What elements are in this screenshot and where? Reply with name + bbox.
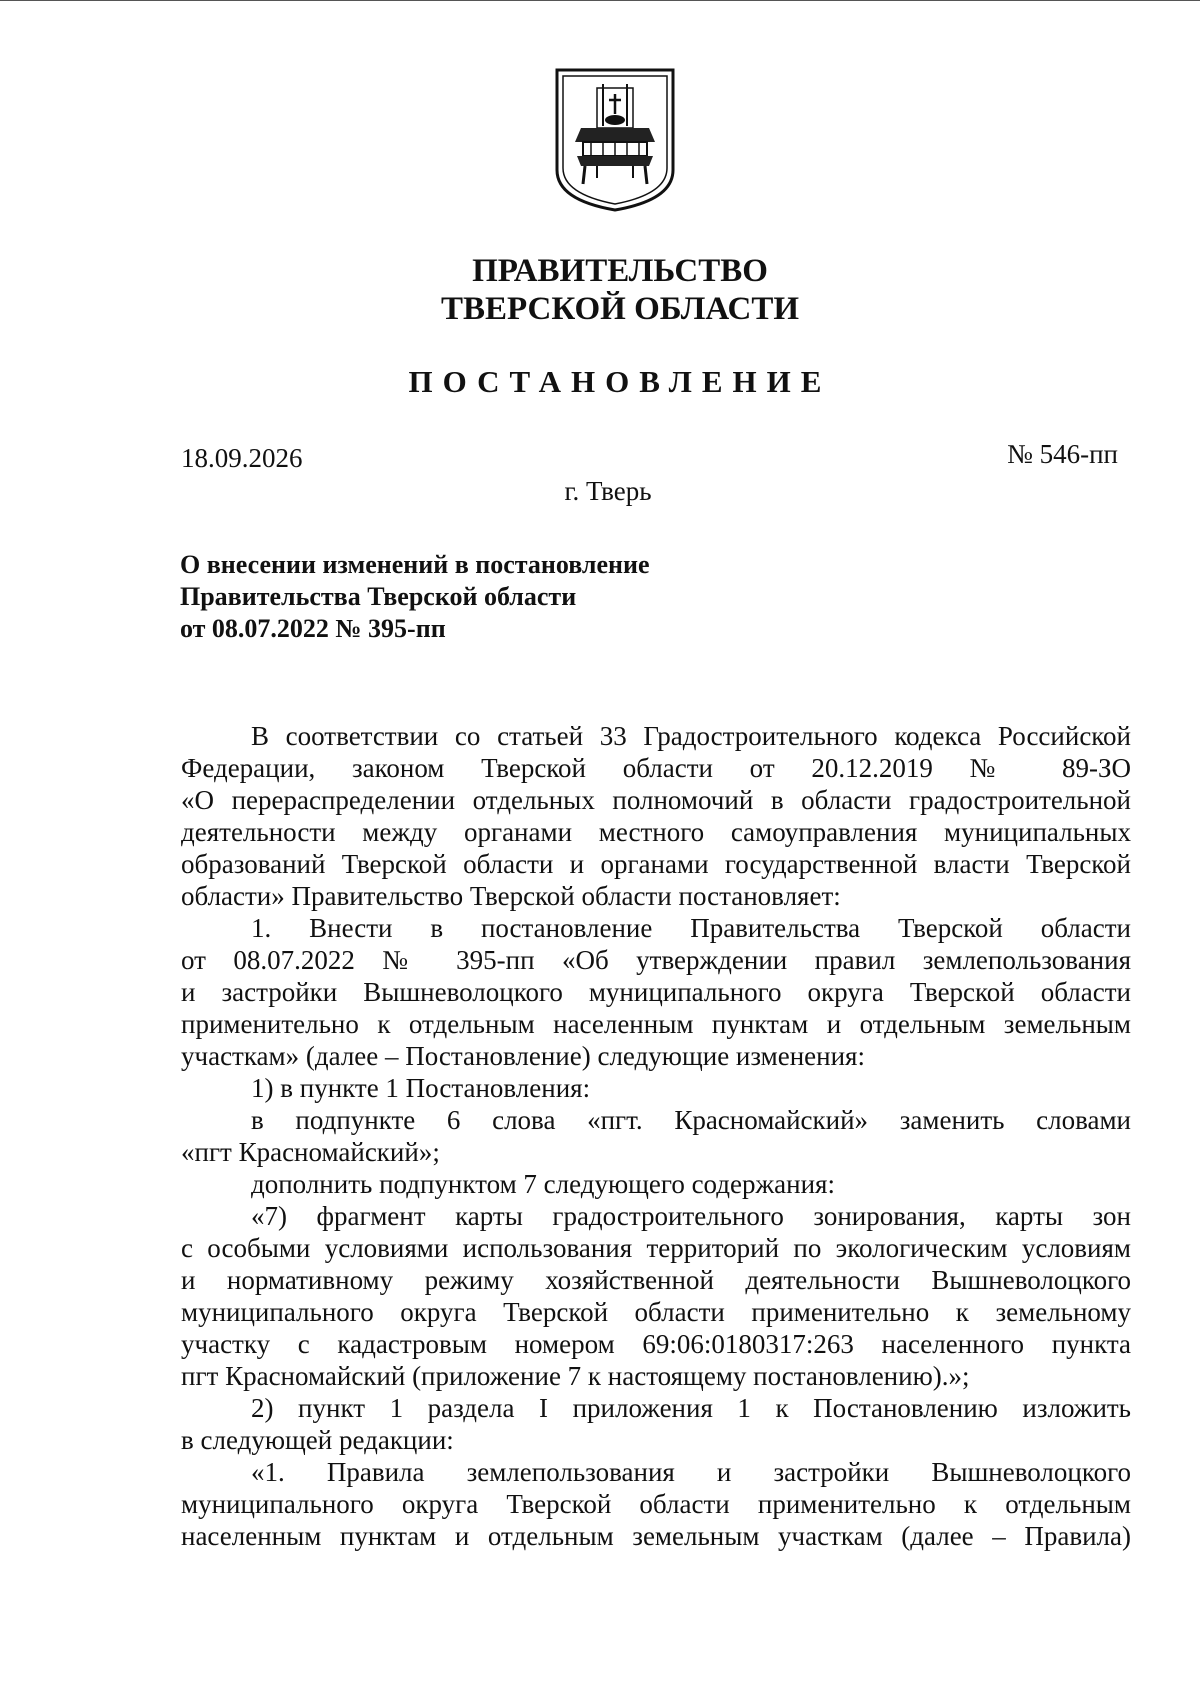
body-line: Федерации, законом Тверской области от 20.12.2019 № 89-ЗО — [181, 753, 1131, 783]
body-line: населенным пунктам и отдельным земельным участкам (далее – Правила) — [181, 1521, 1131, 1551]
body-line: и нормативному режиму хозяйственной деятельности Вышневолоцкого — [181, 1265, 1131, 1295]
body-line: пгт Красномайский (приложение 7 к настоящему постановлению).»; — [181, 1361, 970, 1391]
body-line: В соответствии со статьей 33 Градостроительного кодекса Российской — [251, 721, 1131, 751]
body-line: «О перераспределении отдельных полномочий в области градостроительной — [181, 785, 1131, 815]
document-type: ПОСТАНОВЛЕНИЕ — [408, 364, 832, 399]
body-line: деятельности между органами местного самоуправления муниципальных — [181, 817, 1131, 847]
document-body — [181, 720, 1131, 1552]
government-name — [0, 252, 1200, 328]
body-line: участкам» (далее – Постановление) следующие изменения: — [181, 1041, 865, 1071]
body-line: муниципального округа Тверской области применительно к отдельным — [181, 1489, 1131, 1519]
government-name-line1: ПРАВИТЕЛЬСТВО — [472, 253, 768, 289]
government-name-line2: ТВЕРСКОЙ ОБЛАСТИ — [440, 291, 800, 327]
body-line: участку с кадастровым номером 69:06:0180317:263 населенного пункта — [181, 1329, 1131, 1359]
body-line: применительно к отдельным населенным пунктам и отдельным земельным — [181, 1009, 1131, 1039]
body-line: в следующей редакции: — [181, 1425, 454, 1455]
body-line: муниципального округа Тверской области применительно к земельному — [181, 1297, 1131, 1327]
document-date: 18.09.2026 — [181, 443, 303, 473]
body-line: 1. Внести в постановление Правительства Тверской области — [251, 913, 1131, 943]
body-line: образований Тверской области и органами государственной власти Тверской — [181, 849, 1131, 879]
body-line: 2) пункт 1 раздела I приложения 1 к Постановлению изложить — [251, 1393, 1131, 1423]
document-title-line1: О внесении изменений в постановление — [180, 550, 650, 579]
coat-of-arms-emblem — [553, 66, 677, 212]
body-line: «7) фрагмент карты градостроительного зонирования, карты зон — [251, 1201, 1131, 1231]
body-line: от 08.07.2022 № 395-пп «Об утверждении правил землепользования — [181, 945, 1131, 975]
document-title-line3: от 08.07.2022 № 395-пп — [180, 614, 446, 643]
body-line: области» Правительство Тверской области постановляет: — [181, 881, 841, 911]
body-line: дополнить подпунктом 7 следующего содержания: — [251, 1169, 835, 1199]
page-top-edge — [0, 0, 1200, 1]
body-line: в подпункте 6 слова «пгт. Красномайский» заменить словами — [251, 1105, 1131, 1135]
body-line: «пгт Красномайский»; — [181, 1137, 440, 1167]
document-number: № 546-пп — [1007, 439, 1118, 469]
body-line: 1) в пункте 1 Постановления: — [251, 1073, 591, 1103]
document-title — [180, 549, 650, 645]
document-city: г. Тверь — [564, 476, 652, 506]
body-line: «1. Правила землепользования и застройки Вышневолоцкого — [251, 1457, 1131, 1487]
body-line: и застройки Вышневолоцкого муниципального округа Тверской области — [181, 977, 1131, 1007]
body-line: с особыми условиями использования территорий по экологическим условиям — [181, 1233, 1131, 1263]
document-title-line2: Правительства Тверской области — [180, 582, 577, 611]
